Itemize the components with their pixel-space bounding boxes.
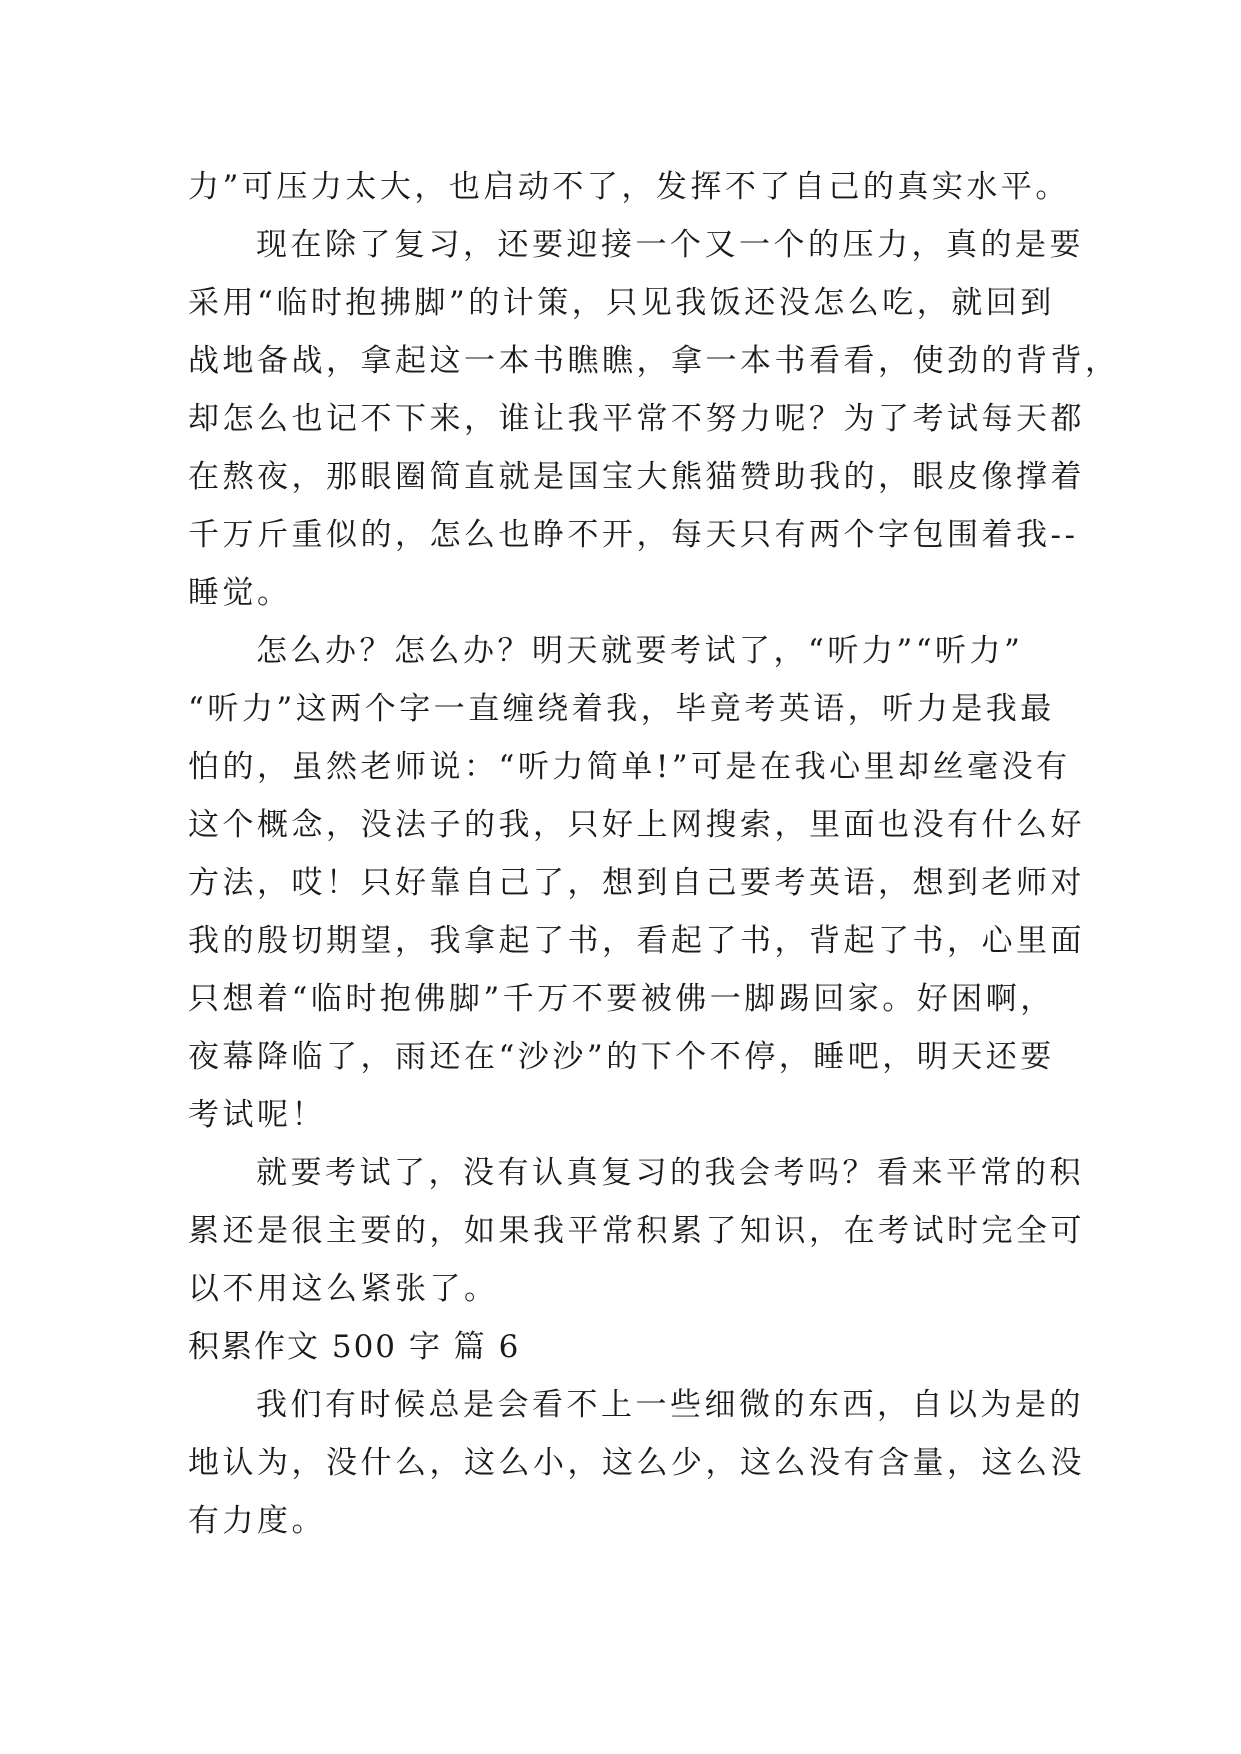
text-line: 累还是很主要的，如果我平常积累了知识，在考试时完全可 bbox=[188, 1213, 1085, 1249]
text-line: 我们有时候总是会看不上一些细微的东西，自以为是的 bbox=[256, 1387, 1084, 1423]
text-line: 方法，哎！只好靠自己了，想到自己要考英语，想到老师对 bbox=[188, 865, 1085, 901]
text-line: 只想着“临时抱佛脚”千万不要被佛一脚踢回家。好困啊， bbox=[188, 981, 1055, 1017]
paragraph bbox=[188, 216, 1120, 622]
text-line: 就要考试了，没有认真复习的我会考吗？看来平常的积 bbox=[256, 1155, 1084, 1191]
paragraph bbox=[188, 158, 1068, 216]
text-line: 现在除了复习，还要迎接一个又一个的压力，真的是要 bbox=[256, 227, 1084, 263]
essay-body bbox=[188, 158, 1120, 1550]
text-line: 地认为，没什么，这么小，这么少，这么没有含量，这么没 bbox=[188, 1445, 1085, 1481]
text-line: 考试呢！ bbox=[188, 1097, 326, 1133]
text-line: 怕的，虽然老师说：“听力简单!”可是在我心里却丝毫没有 bbox=[188, 749, 1071, 785]
text-line: 千万斤重似的，怎么也睁不开，每天只有两个字包围着我-- bbox=[188, 517, 1079, 553]
text-line: 怎么办？怎么办？明天就要考试了，“听力”“听力” bbox=[256, 633, 1024, 669]
text-line: 睡觉。 bbox=[188, 575, 292, 611]
text-line: 我的殷切期望，我拿起了书，看起了书，背起了书，心里面 bbox=[188, 923, 1085, 959]
text-line: 力”可压力太大，也启动不了，发挥不了自己的真实水平。 bbox=[188, 169, 1070, 205]
paragraph bbox=[188, 622, 1085, 1144]
text-line: 有力度。 bbox=[188, 1503, 326, 1539]
text-line: 战地备战，拿起这一本书瞧瞧，拿一本书看看，使劲的背背， bbox=[188, 343, 1120, 379]
text-line: 在熬夜，那眼圈简直就是国宝大熊猫赞助我的，眼皮像撑着 bbox=[188, 459, 1085, 495]
text-line: 夜幕降临了，雨还在“沙沙”的下个不停，睡吧，明天还要 bbox=[188, 1039, 1055, 1075]
text-line: 这个概念，没法子的我，只好上网搜索，里面也没有什么好 bbox=[188, 807, 1085, 843]
text-line: 却怎么也记不下来，谁让我平常不努力呢？为了考试每天都 bbox=[188, 401, 1085, 437]
text-line: 采用“临时抱拂脚”的计策，只见我饭还没怎么吃，就回到 bbox=[188, 285, 1055, 321]
paragraph bbox=[188, 1376, 1085, 1550]
text-line: 以不用这么紧张了。 bbox=[188, 1271, 499, 1307]
text-line: “听力”这两个字一直缠绕着我，毕竟考英语，听力是我最 bbox=[188, 691, 1055, 727]
paragraph bbox=[188, 1144, 1085, 1318]
section-heading: 积累作文 500 字 篇 6 bbox=[188, 1329, 521, 1365]
